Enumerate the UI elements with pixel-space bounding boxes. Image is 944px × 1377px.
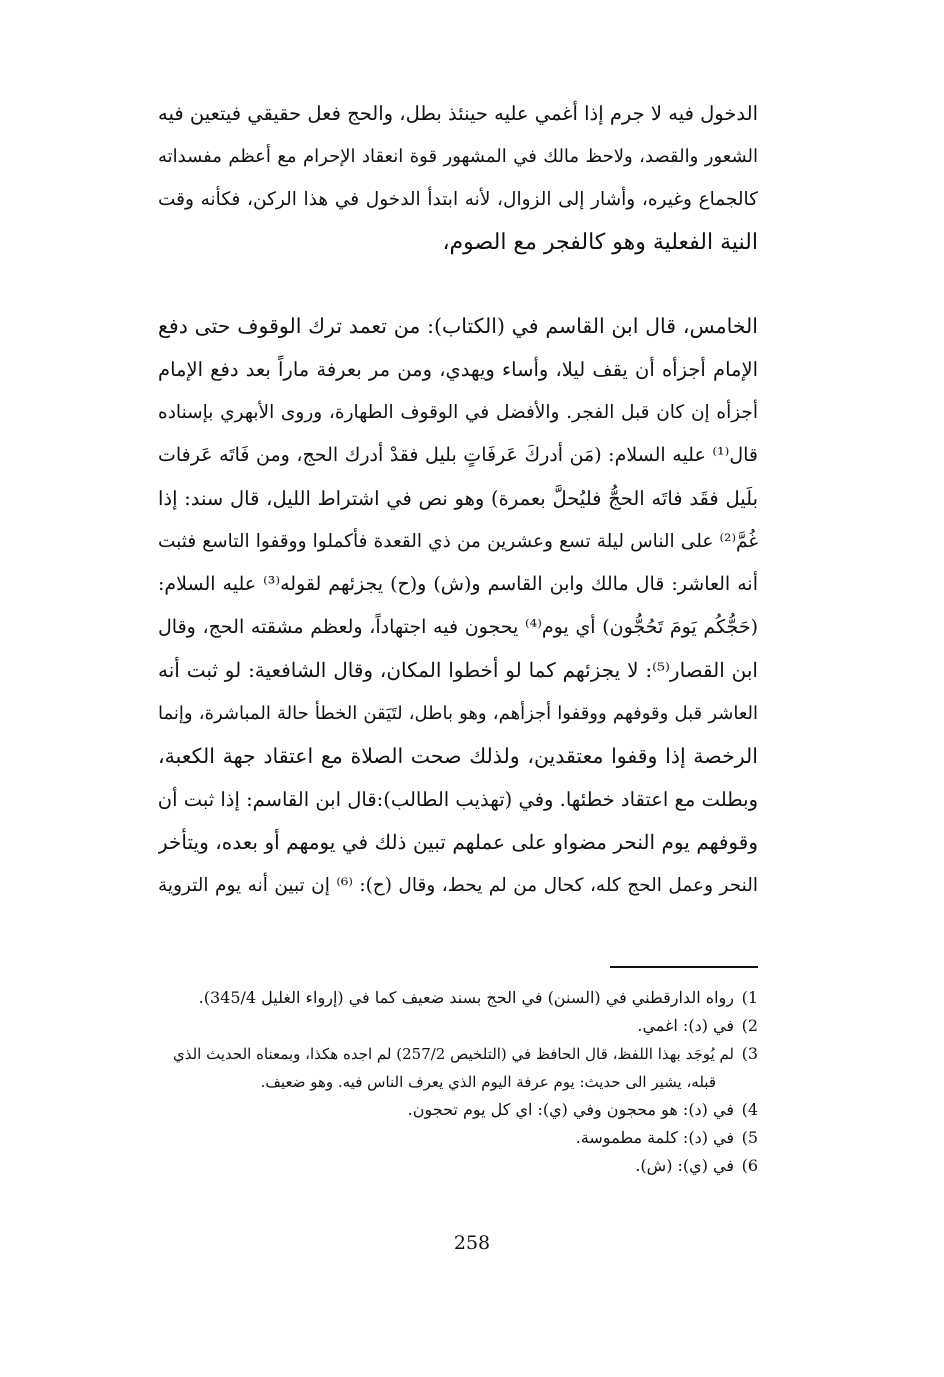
footnote-text: في (د): كلمة مطموسة. <box>575 1128 734 1147</box>
footnote-6 <box>158 1152 758 1180</box>
footnote-2 <box>158 1012 758 1040</box>
footnote-text-block <box>158 1040 734 1096</box>
footnote-text: في (د): هو محجون وفي (ي): اي كل يوم تحجون. <box>407 1100 734 1119</box>
text-line: النية الفعلية وهو كالفجر مع الصوم، <box>442 230 758 255</box>
text-line: الإمام أجزأه أن يقف ليلا، وأساء ويهدي، ومن مر بعرفة ماراً بعد دفع الإمام <box>158 358 758 381</box>
text-line: أنه العاشر: قال مالك وابن القاسم و(ش) و(ح) يجزئهم لقوله⁽³⁾ عليه السلام: <box>158 573 758 595</box>
text-line: الخامس، قال ابن القاسم في (الكتاب): من تعمد ترك الوقوف حتى دفع <box>158 314 758 338</box>
footnote-3 <box>158 1040 758 1096</box>
text-line: قال⁽¹⁾ عليه السلام: (مَن أدركَ عَرفَاتٍ بليل فقدْ أدرك الحج، ومن فَاتَه عَرفات <box>158 444 758 466</box>
page-number: 258 <box>453 1232 491 1254</box>
body-paragraph-2 <box>158 305 758 907</box>
body-paragraph-1 <box>158 92 758 264</box>
text-line: الرخصة إذا وقفوا معتقدين، ولذلك صحت الصلاة مع اعتقاد جهة الكعبة، <box>158 744 758 768</box>
footnote-number: 6) <box>741 1156 758 1175</box>
footnote-4 <box>158 1096 758 1124</box>
text-line: غُمَّ⁽²⁾ على الناس ليلة تسع وعشرين من ذي القعدة فأكملوا ووقفوا التاسع فثبت <box>158 531 758 552</box>
footnote-text: لم يُوجَد بهذا اللفظ، قال الحافظ في (التلخيص 257/2) لم اجده هكذا، وبمعناه الحديث الذي <box>173 1045 734 1063</box>
text-line: (حَجُّكُم يَومَ تَحُجُّون) أي يوم⁽⁴⁾ يحجون فيه اجتهاداً، ولعظم مشقته الحج، وقال <box>158 616 758 638</box>
footnote-1 <box>158 984 758 1012</box>
text-line: بلَيل فقَد فاتَه الحجُّ فليُحلَّ بعمرة) وهو نص في اشتراط الليل، قال سند: إذا <box>158 487 758 510</box>
text-line: الدخول فيه لا جرم إذا أغمي عليه حينئذ بطل، والحج فعل حقيقي فيتعين فيه <box>158 102 758 125</box>
footnote-number: 2) <box>741 1016 758 1035</box>
footnote-text: في (د): اغمي. <box>637 1016 734 1035</box>
text-line: النحر وعمل الحج كله، كحال من لم يحط، وقال (ح): ⁽⁶⁾ إن تبين أنه يوم التروية <box>158 875 758 896</box>
text-line: وبطلت مع اعتقاد خطئها. وفي (تهذيب الطالب):قال ابن القاسم: إذا ثبت أن <box>158 788 758 811</box>
footnote-text-continuation: قبله، يشير الى حديث: يوم عرفة اليوم الذي يعرف الناس فيه. وهو ضعيف. <box>260 1073 716 1091</box>
footnote-number: 4) <box>741 1100 758 1119</box>
text-line: ابن القصار⁽⁵⁾: لا يجزئهم كما لو أخطوا المكان، وقال الشافعية: لو ثبت أنه <box>158 658 758 682</box>
footnote-5 <box>158 1124 758 1152</box>
footnote-number: 3) <box>741 1044 758 1063</box>
footnote-divider <box>610 966 758 968</box>
footnote-text: في (ي): (ش). <box>635 1156 734 1175</box>
footnotes <box>158 984 758 1180</box>
text-line: كالجماع وغيره، وأشار إلى الزوال، لأنه ابتدأ الدخول في هذا الركن، فكأنه وقت <box>158 189 758 210</box>
text-line: وقوفهم يوم النحر مضواو على عملهم تبين ذلك في يومهم أو بعده، ويتأخر <box>158 830 758 854</box>
text-line: العاشر قبل وقوفهم ووقفوا أجزأهم، وهو باطل، لتَيَقن الخطأ حالة المباشرة، وإنما <box>158 703 758 724</box>
footnote-number: 1) <box>741 988 758 1007</box>
text-line: أجزأه إن كان قبل الفجر. والأفضل في الوقوف الطهارة، وروى الأبهري بإسناده <box>158 402 758 423</box>
footnote-text: رواه الدارقطني في (السنن) في الحج بسند ضعيف كما في (إرواء الغليل 345/4). <box>198 988 734 1007</box>
text-line: الشعور والقصد، ولاحظ مالك في المشهور قوة انعقاد الإحرام مع أعظم مفسداته <box>158 146 758 167</box>
footnote-number: 5) <box>741 1128 758 1147</box>
